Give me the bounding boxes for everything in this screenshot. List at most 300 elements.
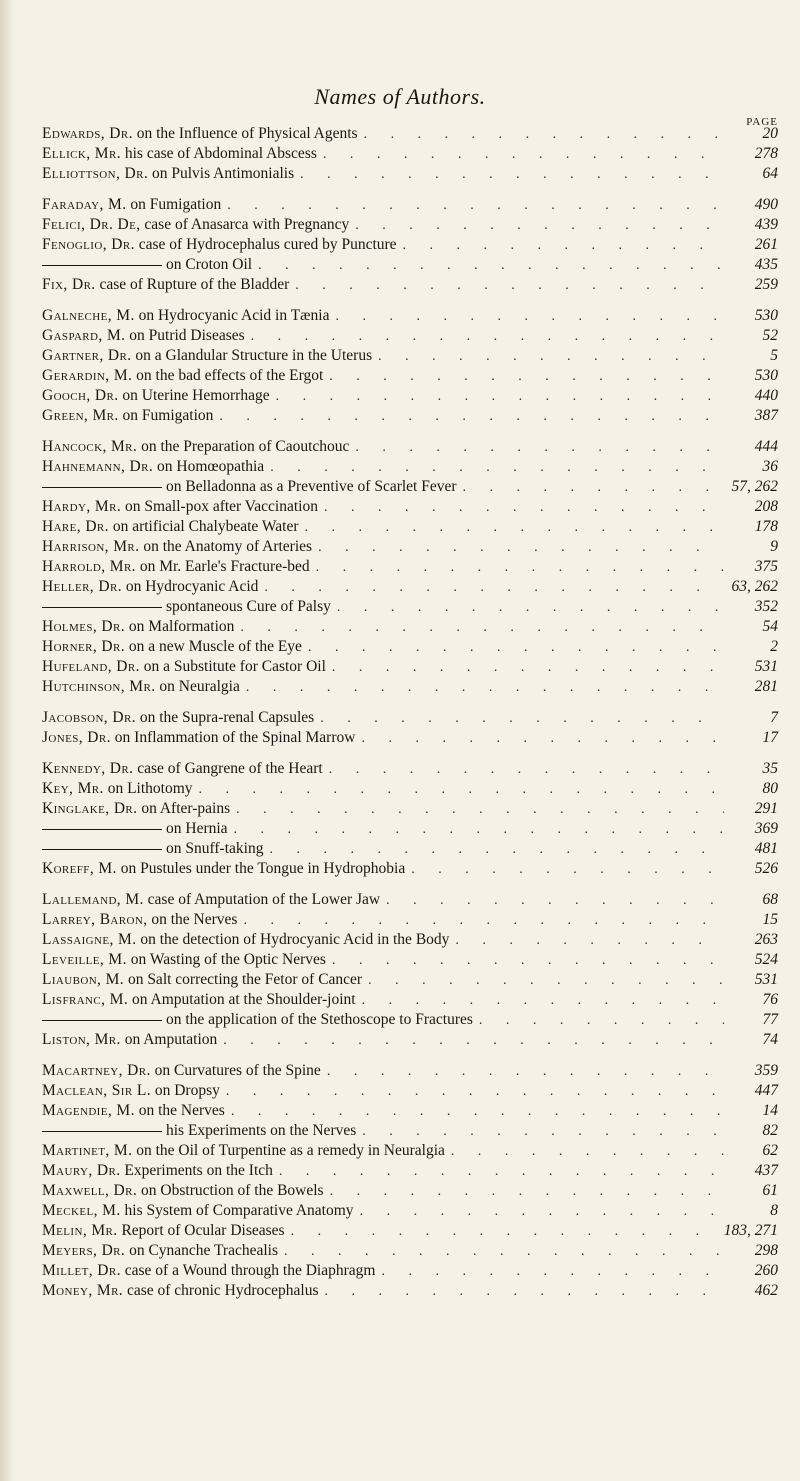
page-number: 63, 262 [731,578,778,595]
ditto-rule [42,607,162,608]
page-number: 261 [754,236,778,253]
author-name: Hare, Dr. [42,518,109,535]
author-name: Key, Mr. [42,780,104,797]
author-name: Hancock, Mr. [42,438,138,455]
author-name: Heller, Dr. [42,578,122,595]
dot-leader [332,951,724,971]
page-number: 36 [762,458,778,475]
entry-text [42,819,228,839]
dot-leader [324,498,724,518]
index-entry [42,144,778,164]
index-entry [42,497,778,517]
entry-text [42,759,323,779]
page-number: 76 [762,991,778,1008]
entry-text [42,617,234,637]
entry-description: on Pustules under the Tongue in Hydrophobia [120,860,406,877]
index-entry [42,950,778,970]
author-name: Gerardin, M. [42,367,133,384]
entry-description: on Lithotomy [107,780,193,797]
page-title: Names of Authors. [314,84,486,109]
page-number: 387 [754,407,778,424]
index-entry [42,1061,778,1081]
index-entry [42,1081,778,1101]
dot-leader [320,709,724,729]
entry-text [42,657,326,677]
entry-description: on a Substitute for Castor Oil [143,658,326,675]
page-number: 74 [762,1031,778,1048]
entry-text [42,990,356,1010]
author-name: Harrison, Mr. [42,538,140,555]
page-gutter-shadow [0,0,14,1481]
page-number: 437 [754,1162,778,1179]
dot-leader [364,125,724,145]
entry-text [42,255,252,275]
author-name: Hufeland, Dr. [42,658,140,675]
entry-text [42,1201,354,1221]
page-number: 20 [762,125,778,142]
author-name: Gooch, Dr. [42,387,119,404]
page-number: 439 [754,216,778,233]
author-name: Magendie, M. [42,1102,135,1119]
dot-leader [463,478,724,498]
dot-leader [295,276,724,296]
entry-description: on the Oil of Turpentine as a remedy in Neuralgia [136,1142,445,1159]
ditto-rule [42,1131,162,1132]
index-entry [42,164,778,184]
page-number: 14 [762,1102,778,1119]
dot-leader [381,1262,724,1282]
page-number: 68 [762,891,778,908]
entry-text [42,306,329,326]
dot-leader [403,236,724,256]
entry-description: on Belladonna as a Preventive of Scarlet Fever [166,478,457,495]
entry-text [42,1121,356,1141]
entry-description: on Small-pox after Vaccination [124,498,318,515]
entry-description: on Amputation [124,1031,218,1048]
index-entry [42,557,778,577]
index-entry [42,306,778,326]
page-number: 352 [754,598,778,615]
index-entry [42,839,778,859]
author-name: Harrold, Mr. [42,558,136,575]
index-entry [42,597,778,617]
index-entry [42,990,778,1010]
entry-text [42,346,372,366]
dot-leader [234,820,724,840]
index-entry [42,124,778,144]
author-name: Elliottson, Dr. [42,165,149,182]
index-entry [42,1101,778,1121]
index-entry [42,1281,778,1301]
index-entry [42,517,778,537]
entry-text [42,275,289,295]
page-number: 435 [754,256,778,273]
dot-leader [251,327,724,347]
dot-leader [300,165,724,185]
dot-leader [329,760,724,780]
index-entry [42,1261,778,1281]
dot-leader [231,1102,724,1122]
index-entry [42,799,778,819]
index-entry [42,677,778,697]
page-number: 35 [762,760,778,777]
author-index [42,124,778,1312]
author-name: Hahnemann, Dr. [42,458,154,475]
index-entry [42,779,778,799]
page-number: 80 [762,780,778,797]
author-name: Lassaigne, M. [42,931,137,948]
page-number: 77 [762,1011,778,1028]
index-entry [42,195,778,215]
entry-description: his Experiments on the Nerves [166,1122,357,1139]
entry-text [42,195,221,215]
author-name: Hardy, Mr. [42,498,122,515]
entry-description: on Obstruction of the Bowels [141,1182,324,1199]
entry-description: on Hydrocyanic Acid [125,578,259,595]
author-name: Liaubon, M. [42,971,125,988]
entry-text [42,144,317,164]
entry-text [42,457,264,477]
page-number: 62 [762,1142,778,1159]
page-number: 260 [754,1262,778,1279]
entry-text [42,1101,225,1121]
index-entry [42,1241,778,1261]
entry-description: case of Rupture of the Bladder [99,276,290,293]
author-name: Gartner, Dr. [42,347,132,364]
dot-leader [386,891,724,911]
index-entry [42,637,778,657]
author-name: Meckel, M. [42,1202,121,1219]
page-number: 298 [754,1242,778,1259]
dot-leader [451,1142,724,1162]
index-entry [42,1141,778,1161]
page-number: 57, 262 [731,478,778,495]
entry-description: on Wasting of the Optic Nerves [130,951,326,968]
index-entry [42,275,778,295]
page-number: 444 [754,438,778,455]
page-number: 15 [762,911,778,928]
page-number: 82 [762,1122,778,1139]
dot-leader [269,840,724,860]
page-number: 8 [770,1202,778,1219]
entry-text [42,1061,321,1081]
entry-text [42,637,302,657]
entry-text [42,950,326,970]
entry-description: case of chronic Hydrocephalus [126,1282,319,1299]
entry-description: on the Nerves [151,911,238,928]
entry-text [42,1141,445,1161]
index-section [42,195,778,295]
author-name: Fix, Dr. [42,276,96,293]
page-number: 369 [754,820,778,837]
entry-description: case of a Wound through the Diaphragm [124,1262,376,1279]
index-entry [42,759,778,779]
entry-description: on Salt correcting the Fetor of Cancer [127,971,363,988]
author-name: Melin, Mr. [42,1222,118,1239]
dot-leader [305,518,724,538]
entry-text [42,1030,217,1050]
dot-leader [308,638,724,658]
entry-text [42,728,355,748]
dot-leader [355,438,724,458]
entry-text [42,497,318,517]
page-number: 64 [762,165,778,182]
page-number: 54 [762,618,778,635]
dot-leader [258,256,724,276]
author-name: Galneche, M. [42,307,135,324]
entry-text [42,537,312,557]
entry-text [42,517,299,537]
entry-text [42,124,358,144]
page-number: 263 [754,931,778,948]
index-section [42,759,778,879]
dot-leader [327,1062,724,1082]
entry-text [42,1261,375,1281]
entry-description: on the Supra-renal Capsules [139,709,315,726]
page-number: 530 [754,307,778,324]
index-entry [42,477,778,497]
entry-text [42,1181,324,1201]
index-entry [42,930,778,950]
page-number: 359 [754,1062,778,1079]
author-name: Green, Mr. [42,407,119,424]
index-section [42,306,778,426]
index-entry [42,406,778,426]
entry-description: on Malformation [128,618,235,635]
page-number: 531 [754,658,778,675]
author-name: Ellick, Mr. [42,145,121,162]
author-name: Leveille, M. [42,951,127,968]
page-number: 531 [754,971,778,988]
entry-description: on the Nerves [138,1102,225,1119]
index-entry [42,819,778,839]
entry-text [42,164,294,184]
dot-leader [362,991,724,1011]
entry-description: on the application of the Stethoscope to Fractures [166,1011,473,1028]
dot-leader [337,598,724,618]
page-number: 278 [754,145,778,162]
page-number: 526 [754,860,778,877]
entry-text [42,597,331,617]
index-entry [42,970,778,990]
author-name: Fenoglio, Dr. [42,236,135,253]
author-name: Hutchinson, Mr. [42,678,156,695]
entry-text [42,326,245,346]
entry-description: on Neuralgia [159,678,240,695]
dot-leader [236,800,724,820]
dot-leader [264,578,724,598]
dot-leader [355,216,724,236]
author-name: Macartney, Dr. [42,1062,151,1079]
entry-text [42,406,213,426]
page-number: 281 [754,678,778,695]
entry-description: on a new Muscle of the Eye [128,638,302,655]
entry-description: on the Influence of Physical Agents [136,125,358,142]
author-name: Holmes, Dr. [42,618,126,635]
index-section [42,124,778,184]
author-name: Martinet, M. [42,1142,133,1159]
entry-description: on Amputation at the Shoulder-joint [132,991,356,1008]
page-number: 2 [770,638,778,655]
index-entry [42,437,778,457]
entry-description: on Pulvis Antimonialis [152,165,295,182]
index-entry [42,708,778,728]
entry-text [42,799,230,819]
author-name: Liston, Mr. [42,1031,121,1048]
dot-leader [279,1162,724,1182]
entry-text [42,577,258,597]
entry-description: on a Glandular Structure in the Uterus [135,347,373,364]
entry-description: case of Gangrene of the Heart [137,760,323,777]
index-entry [42,255,778,275]
dot-leader [291,1222,718,1242]
entry-text [42,677,240,697]
dot-leader [219,407,724,427]
author-name: Kennedy, Dr. [42,760,134,777]
dot-leader [246,678,724,698]
entry-text [42,1241,278,1261]
page-number: 7 [770,709,778,726]
index-entry [42,1221,778,1241]
entry-text [42,930,449,950]
index-section [42,890,778,1050]
entry-description: on the detection of Hydrocyanic Acid in the Body [140,931,450,948]
entry-description: on Curvatures of the Spine [154,1062,321,1079]
dot-leader [362,1122,724,1142]
entry-description: on Hydrocyanic Acid in Tænia [138,307,330,324]
entry-text [42,386,270,406]
entry-description: Experiments on the Itch [124,1162,273,1179]
entry-description: on Mr. Earle's Fracture-bed [139,558,310,575]
entry-text [42,235,397,255]
entry-description: on After-pains [141,800,231,817]
page-number: 291 [754,800,778,817]
ditto-rule [42,1020,162,1021]
dot-leader [335,307,724,327]
index-entry [42,1201,778,1221]
page-column-label: PAGE [746,116,778,128]
dot-leader [360,1202,724,1222]
index-entry [42,1010,778,1030]
entry-description: on Homœopathia [157,458,265,475]
dot-leader [227,196,724,216]
entry-text [42,1281,318,1301]
author-name: Money, Mr. [42,1282,124,1299]
author-name: Faraday, M. [42,196,127,213]
author-name: Gaspard, M. [42,327,126,344]
dot-leader [455,931,724,951]
entry-description: on the Preparation of Caoutchouc [141,438,350,455]
entry-description: on Inflammation of the Spinal Marrow [114,729,356,746]
page-number: 61 [762,1182,778,1199]
ditto-rule [42,849,162,850]
entry-description: on artificial Chalybeate Water [112,518,299,535]
entry-text [42,708,314,728]
author-name: Felici, Dr. De, [42,216,141,233]
author-name: Edwards, Dr. [42,125,133,142]
entry-text [42,1221,285,1241]
entry-description: case of Hydrocephalus cured by Puncture [138,236,397,253]
entry-description: on Croton Oil [166,256,253,273]
ditto-rule [42,829,162,830]
index-entry [42,1161,778,1181]
entry-description: on the bad effects of the Ergot [136,367,324,384]
dot-leader [378,347,724,367]
entry-text [42,779,193,799]
index-entry [42,366,778,386]
page-number: 440 [754,387,778,404]
page-number: 52 [762,327,778,344]
author-name: Larrey, Baron, [42,911,148,928]
index-entry [42,1121,778,1141]
index-entry [42,1030,778,1050]
entry-text [42,437,349,457]
entry-description: on Uterine Hemorrhage [122,387,270,404]
dot-leader [243,911,724,931]
entry-text [42,970,362,990]
author-name: Lallemand, M. [42,891,144,908]
page-number: 183, 271 [723,1222,778,1239]
entry-description: case of Amputation of the Lower Jaw [147,891,381,908]
index-entry [42,457,778,477]
index-entry [42,657,778,677]
dot-leader [270,458,724,478]
page-number: 481 [754,840,778,857]
index-entry [42,215,778,235]
page-number: 178 [754,518,778,535]
page-number: 17 [762,729,778,746]
index-entry [42,326,778,346]
dot-leader [318,538,724,558]
author-name: Jones, Dr. [42,729,111,746]
entry-text [42,910,237,930]
author-name: Maury, Dr. [42,1162,121,1179]
index-entry [42,910,778,930]
ditto-rule [42,265,162,266]
dot-leader [411,860,724,880]
entry-description: spontaneous Cure of Palsy [166,598,331,615]
entry-text [42,890,380,910]
entry-text [42,1161,273,1181]
index-section [42,708,778,748]
index-entry [42,859,778,879]
author-name: Koreff, M. [42,860,117,877]
entry-description: on Snuff-taking [166,840,264,857]
dot-leader [323,145,724,165]
index-section [42,437,778,697]
page-number: 259 [754,276,778,293]
entry-text [42,477,457,497]
dot-leader [330,1182,724,1202]
index-entry [42,386,778,406]
index-entry [42,235,778,255]
dot-leader [329,367,724,387]
entry-description: his System of Comparative Anatomy [124,1202,354,1219]
entry-description: Report of Ocular Diseases [121,1222,285,1239]
page-number: 5 [770,347,778,364]
author-name: Kinglake, Dr. [42,800,138,817]
page-number: 462 [754,1282,778,1299]
page-number: 375 [754,558,778,575]
dot-leader [199,780,724,800]
author-name: Maclean, Sir L. [42,1082,151,1099]
dot-leader [479,1011,724,1031]
entry-text [42,859,405,879]
dot-leader [223,1031,724,1051]
index-entry [42,346,778,366]
dot-leader [226,1082,724,1102]
entry-description: on Fumigation [122,407,214,424]
